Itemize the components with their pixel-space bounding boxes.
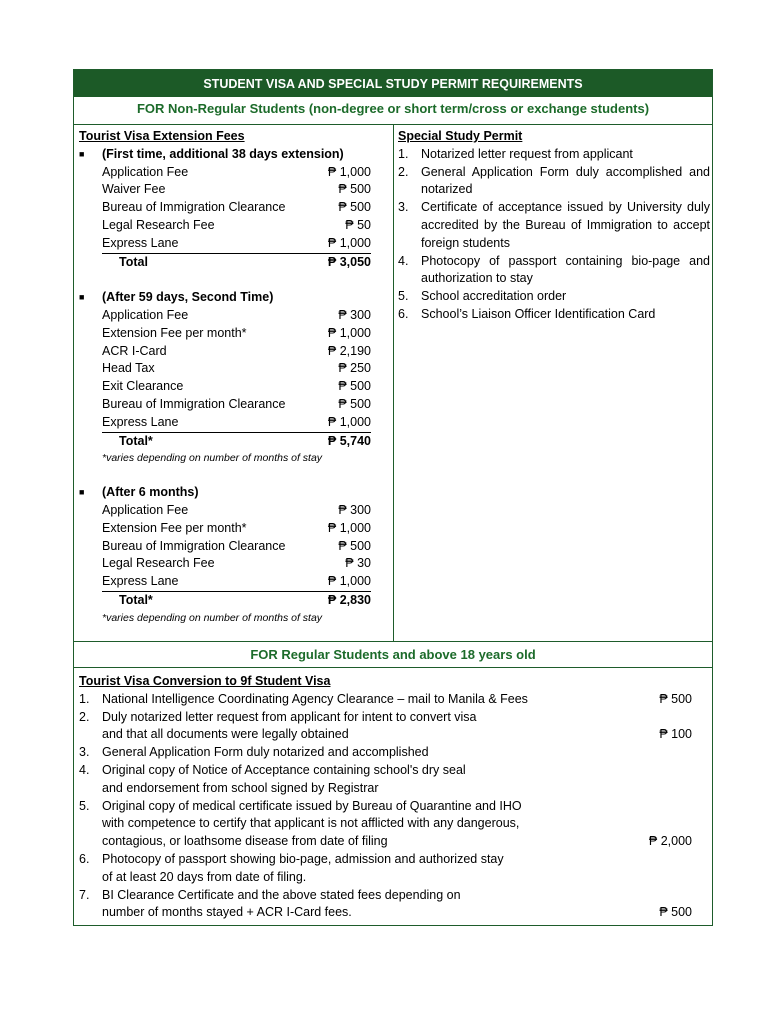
document-title: STUDENT VISA AND SPECIAL STUDY PERMIT REQUIREMENTS (74, 70, 712, 97)
item-line (102, 744, 704, 762)
fee-row (79, 325, 371, 343)
fee-row (79, 164, 371, 182)
fee-label: ACR I-Card (102, 343, 167, 358)
fee-total-label: Total* (119, 433, 153, 448)
conversion-heading: Tourist Visa Conversion to 9f Student Visa (79, 674, 331, 688)
fee-group-title: ■ (First time, additional 38 days extension) (79, 146, 371, 164)
item-amount: ₱ 100 (659, 727, 692, 742)
square-bullet-icon: ■ (79, 292, 85, 303)
regular-heading: FOR Regular Students and above 18 years old (250, 647, 536, 662)
item-number: 6. (79, 851, 90, 866)
fee-total-amount: ₱ 5,740 (327, 433, 371, 448)
item-text: BI Clearance Certificate and the above stated fees depending on (102, 887, 461, 902)
item-amount (612, 851, 704, 869)
non-regular-heading: FOR Non-Regular Students (non-degree or short term/cross or exchange students) (136, 101, 650, 116)
item-number: 3. (79, 745, 90, 760)
item-text: Original copy of Notice of Acceptance containing school's dry seal (102, 762, 466, 777)
fee-row (79, 235, 371, 254)
fee-label: Head Tax (102, 361, 155, 376)
item-amount: ₱ 500 (659, 691, 692, 706)
item-amount (612, 869, 704, 887)
item-body (102, 709, 704, 745)
list-item (79, 744, 704, 762)
item-number: 7. (79, 887, 90, 902)
fee-amount: ₱ 50 (345, 217, 371, 232)
fee-label: Express Lane (102, 573, 328, 592)
item-amount (612, 762, 704, 780)
item-line (102, 798, 704, 816)
item-number: 4. (79, 762, 90, 777)
list-item (398, 306, 710, 324)
fee-amount: ₱ 30 (345, 556, 371, 571)
item-body (102, 851, 704, 887)
item-amount (612, 744, 704, 762)
fee-amount: ₱ 1,000 (328, 573, 371, 592)
item-number: 3. (398, 200, 409, 215)
fee-row (79, 181, 371, 199)
item-amount (612, 815, 704, 833)
fee-amount: ₱ 500 (338, 182, 371, 197)
divider (74, 641, 712, 642)
list-item (79, 851, 704, 887)
list-item (79, 798, 704, 851)
item-line (102, 887, 704, 905)
fee-amount: ₱ 300 (338, 502, 371, 517)
item-line (102, 780, 704, 798)
item-text: General Application Form duly notarized and accomplished (102, 745, 429, 760)
fee-label: Extension Fee per month* (102, 520, 247, 535)
fee-total-row (79, 254, 371, 272)
item-amount: ₱ 500 (659, 905, 692, 920)
fee-total-label: Total* (119, 592, 153, 607)
square-bullet-icon: ■ (79, 148, 85, 159)
item-line (102, 762, 704, 780)
item-number: 4. (398, 253, 409, 268)
fee-total-amount: ₱ 2,830 (327, 592, 371, 607)
item-line (102, 691, 704, 709)
item-text: Photocopy of passport containing bio-page and authorization to stay (421, 253, 710, 286)
fee-label: Application Fee (102, 164, 189, 179)
fee-amount: ₱ 500 (338, 200, 371, 215)
fee-label: Extension Fee per month* (102, 325, 247, 340)
list-item (79, 691, 704, 709)
item-text: contagious, or loathsome disease from date of filing (102, 834, 388, 849)
fee-row (79, 343, 371, 361)
fee-label: Application Fee (102, 307, 189, 322)
conversion-list (79, 691, 704, 922)
item-amount (612, 780, 704, 798)
item-text: number of months stayed + ACR I-Card fees. (102, 905, 352, 920)
fee-row (79, 378, 371, 396)
visa-conversion (79, 673, 704, 922)
fee-row (79, 414, 371, 433)
fee-label: Exit Clearance (102, 379, 184, 394)
fee-row (79, 573, 371, 592)
fee-row (79, 555, 371, 573)
item-body (102, 691, 704, 709)
column-divider (393, 125, 394, 641)
item-text: Certificate of acceptance issued by University duly accredited by the Bureau of Immigration to accept foreign students (421, 200, 710, 250)
item-text: Notarized letter request from applicant (421, 146, 633, 161)
permit-list (398, 146, 710, 324)
list-item (398, 199, 710, 252)
fee-amount: ₱ 1,000 (327, 325, 371, 340)
list-item (398, 164, 710, 200)
fee-total-label: Total (119, 254, 148, 269)
item-body (102, 887, 704, 923)
fee-label: Application Fee (102, 502, 189, 517)
fee-note: *varies depending on number of months of stay (102, 452, 323, 465)
item-text: and endorsement from school signed by Registrar (102, 780, 379, 795)
item-number: 5. (398, 289, 409, 304)
item-text: Photocopy of passport showing bio-page, admission and authorized stay (102, 851, 504, 866)
fee-label: Bureau of Immigration Clearance (102, 396, 286, 411)
item-text: Duly notarized letter request from applicant for intent to convert visa (102, 709, 477, 724)
item-text: National Intelligence Coordinating Agency Clearance – mail to Manila & Fees (102, 691, 528, 706)
square-bullet-icon: ■ (79, 487, 85, 498)
item-amount (612, 887, 704, 905)
item-line (102, 833, 704, 851)
item-text: of at least 20 days from date of filing. (102, 869, 307, 884)
fee-row (79, 538, 371, 556)
item-text: School’s Liaison Officer Identification Card (421, 306, 656, 321)
tourist-extension-fees (79, 128, 371, 626)
fee-total-row (79, 592, 371, 610)
fee-amount: ₱ 500 (338, 396, 371, 411)
item-line (102, 726, 704, 744)
list-item (398, 253, 710, 289)
fee-amount: ₱ 1,000 (328, 235, 371, 254)
item-number: 1. (79, 691, 90, 706)
fee-amount: ₱ 1,000 (327, 520, 371, 535)
fee-row (79, 307, 371, 325)
fee-label: Bureau of Immigration Clearance (102, 200, 286, 215)
fee-label: Legal Research Fee (102, 217, 215, 232)
item-number: 2. (398, 164, 409, 179)
item-number: 2. (79, 709, 90, 724)
tourist-extension-heading: Tourist Visa Extension Fees (79, 129, 245, 143)
requirements-document (73, 69, 713, 926)
item-amount (612, 798, 704, 816)
item-text: with competence to certify that applicant is not afflicted with any dangerous, (102, 816, 520, 831)
fee-label: Waiver Fee (102, 182, 166, 197)
item-number: 5. (79, 798, 90, 813)
item-number: 6. (398, 306, 409, 321)
list-item (398, 288, 710, 306)
item-line (102, 709, 704, 727)
item-number: 1. (398, 146, 409, 161)
fee-total-row (79, 433, 371, 451)
fee-row (79, 217, 371, 235)
fee-row (79, 502, 371, 520)
fee-amount: ₱ 2,190 (327, 343, 371, 358)
item-body (102, 798, 704, 851)
list-item (79, 762, 704, 798)
item-body (102, 744, 704, 762)
fee-amount: ₱ 500 (338, 538, 371, 553)
item-amount (612, 709, 704, 727)
fee-note: *varies depending on number of months of stay (102, 611, 323, 624)
fee-label: Bureau of Immigration Clearance (102, 538, 286, 553)
fee-amount: ₱ 300 (338, 307, 371, 322)
fee-total-amount: ₱ 3,050 (327, 254, 371, 269)
list-item (398, 146, 710, 164)
fee-row (79, 199, 371, 217)
fee-label: Express Lane (102, 414, 328, 433)
fee-label: Express Lane (102, 235, 328, 254)
fee-group-title: ■ (After 59 days, Second Time) (79, 289, 371, 307)
item-body (102, 762, 704, 798)
fee-amount: ₱ 500 (338, 379, 371, 394)
item-line (102, 815, 704, 833)
item-text: School accreditation order (421, 289, 567, 304)
item-line (102, 904, 704, 922)
fee-amount: ₱ 250 (338, 361, 371, 376)
fee-row (79, 360, 371, 378)
fee-label: Legal Research Fee (102, 556, 215, 571)
list-item (79, 887, 704, 923)
special-study-permit (398, 128, 710, 324)
fee-amount: ₱ 1,000 (327, 164, 371, 179)
fee-group-title: ■ (After 6 months) (79, 484, 371, 502)
item-line (102, 851, 704, 869)
fee-amount: ₱ 1,000 (328, 414, 371, 433)
divider (74, 667, 712, 668)
list-item (79, 709, 704, 745)
item-text: General Application Form duly accomplished and notarized (421, 164, 710, 197)
fee-row (79, 396, 371, 414)
item-text: and that all documents were legally obtained (102, 727, 349, 742)
item-text: Original copy of medical certificate issued by Bureau of Quarantine and IHO (102, 798, 522, 813)
fee-row (79, 520, 371, 538)
item-line (102, 869, 704, 887)
item-amount: ₱ 2,000 (648, 834, 692, 849)
special-permit-heading: Special Study Permit (398, 129, 523, 143)
